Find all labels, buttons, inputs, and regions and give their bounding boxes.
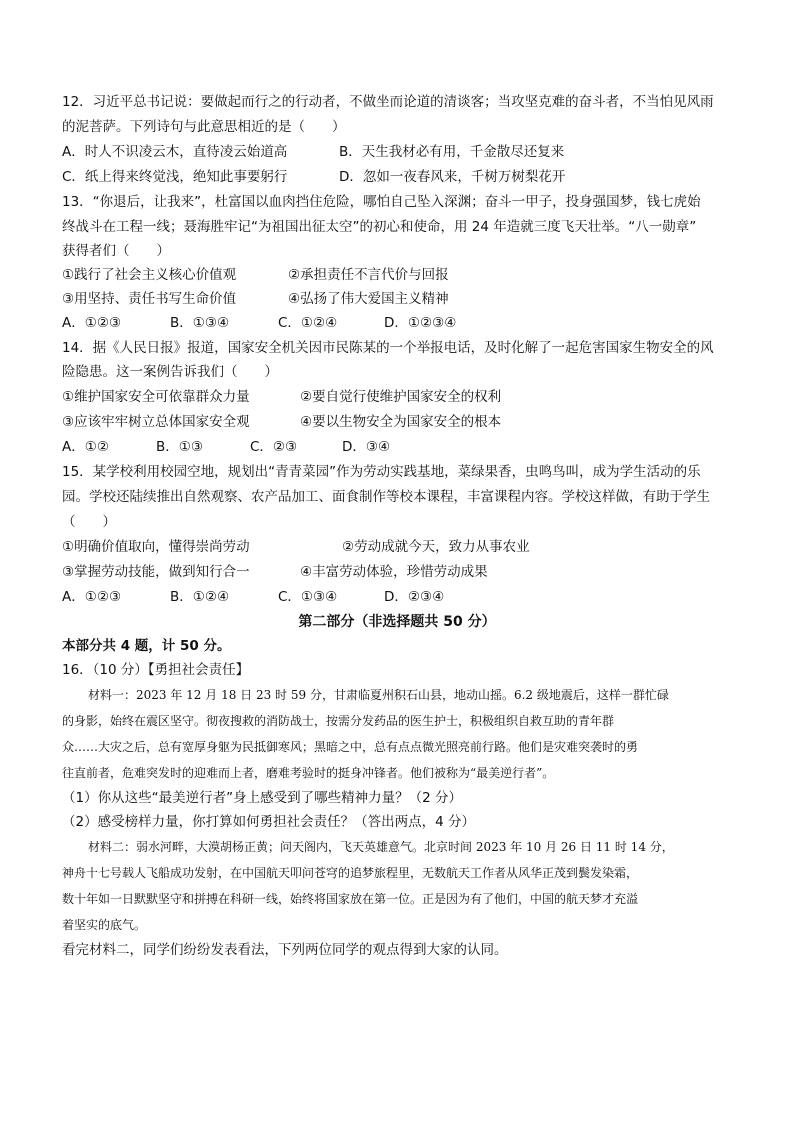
q13-statement-1: ①践行了社会主义核心价值观 [62,267,237,283]
q15-option-a: A．①②③ [62,589,122,605]
q13-statement-3: ③用坚持、责任书写生命价值 [62,291,237,307]
q16-material2-line1: 材料二：弱水河畔，大漠胡杨正黄；问天阁内，飞天英雄意气。北京时间 2023 年 10 月 26 日 11 时 14 分， [88,840,674,854]
q13-option-b: B．①③④ [170,315,230,331]
q16-heading: 16．（10 分）【勇担社会责任】 [62,662,250,678]
q15-statement-4: ④丰富劳动体验，珍惜劳动成果 [300,564,488,580]
part2-note: 本部分共 4 题，计 50 分。 [62,638,231,654]
q13-stem-line3: 获得者们（ ） [62,243,170,259]
q13-option-d: D．①②③④ [384,315,457,331]
q13-option-a: A．①②③ [62,315,122,331]
q14-option-c: C．②③ [250,439,298,455]
q14-option-a: A．①② [62,439,109,455]
q14-stem-line1: 14．据《人民日报》报道，国家安全机关因市民陈某的一个举报电话，及时化解了一起危害国家生物安全的风 [62,340,714,356]
q12-option-b: B．天生我材必有用，千金散尽还复来 [339,144,565,160]
q12-option-d: D．忽如一夜春风来，千树万树梨花开 [339,169,566,185]
q13-statement-4: ④弘扬了伟大爱国主义精神 [288,291,449,307]
q14-option-b: B．①③ [156,439,203,455]
q15-stem-line1: 15．某学校利用校园空地，规划出“青青菜园”作为劳动实践基地，菜绿果香，虫鸣鸟叫，成为学生活动的乐 [62,464,701,480]
q16-subquestion-1: （1）你从这些“最美逆行者”身上感受到了哪些精神力量？（2 分） [62,790,462,806]
q12-stem-line1: 12．习近平总书记说：要做起而行之的行动者，不做坐而论道的清谈客；当攻坚克难的奋斗者，不当怕见风雨 [62,94,714,110]
q12-stem-line2: 的泥菩萨。下列诗句与此意思相近的是（ ） [62,119,346,135]
q15-statement-3: ③掌握劳动技能，做到知行合一 [62,564,250,580]
q14-statement-3: ③应该牢牢树立总体国家安全观 [62,414,250,430]
q14-option-d: D．③④ [342,439,391,455]
q14-statement-1: ①维护国家安全可依靠群众力量 [62,389,250,405]
q16-material2-line4: 着坚实的底气。 [62,918,147,932]
q14-statement-4: ④要以生物安全为国家安全的根本 [300,414,502,430]
q14-stem-line2: 险隐患。这一案例告诉我们（ ） [62,364,278,380]
q13-stem-line1: 13．“你退后，让我来”，杜富国以血肉挡住危险，哪怕自己坠入深渊；奋斗一甲子，投身强国梦，钱七虎始 [62,194,701,210]
q16-material1-line3: 众……大灾之后，总有宽厚身躯为民抵御寒风；黑暗之中，总有点点微光照亮前行路。他们是灾难突袭时的勇 [62,740,639,754]
q12-option-a: A．时人不识凌云木，直待凌云始道高 [62,144,288,160]
q15-statement-2: ②劳动成就今天，致力从事农业 [342,539,530,555]
q16-material2-line2: 神舟十七号载人飞船成功发射，在中国航天叩问苍穹的追梦旅程里，无数航天工作者从风华正茂到鬓发染霜， [62,866,639,880]
q15-stem-line3: （ ） [62,514,116,530]
q13-option-c: C．①②④ [278,315,338,331]
q16-material1-line2: 的身影，始终在震区坚守。彻夜搜救的消防战士，按需分发药品的医生护士，积极组织自救互助的青年群 [62,714,615,728]
q15-option-c: C．①③④ [278,589,338,605]
q15-statement-1: ①明确价值取向，懂得崇尚劳动 [62,539,250,555]
q16-material1-line4: 往直前者，危难突发时的迎难而上者，磨难考验时的挺身冲锋者。他们被称为“最美逆行者”。 [62,766,555,780]
q13-statement-2: ②承担责任不言代价与回报 [288,267,449,283]
q16-material2-line3: 数十年如一日默默坚守和拼搏在科研一线，始终将国家放在第一位。正是因为有了他们，中国的航天梦才充溢 [62,892,639,906]
q15-stem-line2: 园。学校还陆续推出自然观察、农产品加工、面食制作等校本课程，丰富课程内容。学校这样做，有助于学生 [62,489,710,505]
q15-option-b: B．①②④ [170,589,230,605]
q16-tail-text: 看完材料二，同学们纷纷发表看法，下列两位同学的观点得到大家的认同。 [62,942,508,958]
q15-option-d: D．②③④ [384,589,445,605]
q14-statement-2: ②要自觉行使维护国家安全的权利 [300,389,502,405]
q12-option-c: C．纸上得来终觉浅，绝知此事要躬行 [62,169,288,185]
q13-stem-line2: 终战斗在工程一线；聂海胜牢记“为祖国出征太空”的初心和使命，用 24 年造就三度飞天壮举。“八一勋章” [62,219,697,235]
part2-title: 第二部分（非选择题共 50 分） [298,614,496,630]
q16-material1-line1: 材料一：2023 年 12 月 18 日 23 时 59 分，甘肃临夏州积石山县，地动山摇。6.2 级地震后，这样一群忙碌 [88,688,669,702]
q16-subquestion-2: （2）感受榜样力量，你打算如何勇担社会责任？（答出两点，4 分） [62,814,475,830]
